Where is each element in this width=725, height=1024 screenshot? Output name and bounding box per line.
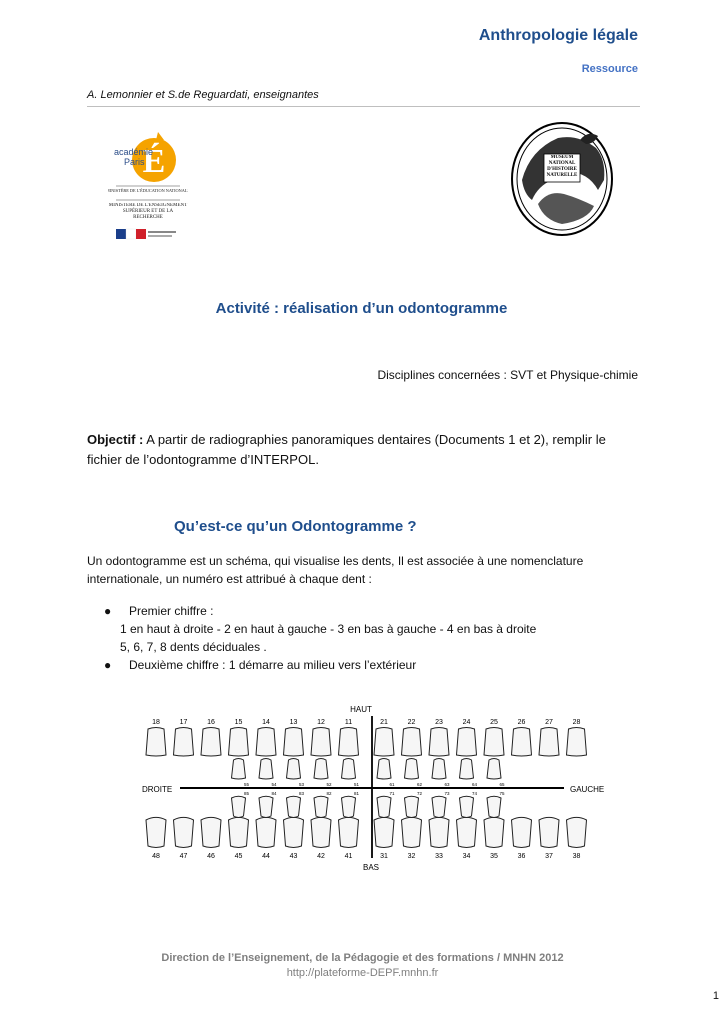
tooth-outline: [484, 728, 504, 757]
deciduous-number: 75: [499, 791, 505, 796]
tooth-outline: [287, 796, 301, 817]
tooth-number: 26: [517, 719, 526, 726]
tooth-number: 45: [234, 853, 243, 860]
tooth-number: 27: [545, 719, 553, 726]
deciduous-number: 51: [353, 782, 360, 787]
tooth-outline: [539, 728, 559, 757]
tooth-outline: [402, 817, 422, 847]
tooth-outline: [229, 817, 249, 847]
tooth-outline: [457, 728, 477, 757]
deciduous-number: 73: [444, 791, 450, 796]
tooth-outline: [174, 728, 194, 757]
deciduous-number: 65: [499, 782, 505, 787]
disciplines-line: Disciplines concernées : SVT et Physique-chimie: [377, 368, 638, 382]
tooth-number: 14: [262, 719, 270, 726]
tooth-outline: [374, 728, 394, 757]
tooth-outline: [342, 796, 356, 817]
bas-label: BAS: [362, 863, 380, 872]
bullet-icon: ●: [104, 604, 112, 618]
document-type: Ressource: [581, 63, 638, 75]
tooth-number: 17: [179, 719, 188, 726]
tooth-outline: [487, 796, 501, 817]
tooth-outline: [567, 728, 587, 757]
odontogram-svg: [124, 702, 624, 874]
bullet-icon: ●: [104, 658, 112, 672]
tooth-outline: [342, 759, 356, 780]
tooth-number: 33: [435, 853, 443, 860]
tooth-outline: [460, 796, 474, 817]
deciduous-number: 55: [243, 782, 250, 787]
deciduous-number: 71: [389, 791, 395, 796]
tooth-number: 32: [407, 853, 416, 860]
tooth-outline: [232, 759, 246, 780]
tooth-outline: [339, 817, 359, 847]
tooth-outline: [487, 759, 501, 780]
first-digit-line-1: 1 en haut à droite - 2 en haut à gauche - 3 en bas à gauche - 4 en bas à droite: [120, 622, 537, 636]
page-number: 1: [712, 990, 719, 1002]
ministere-education-text: MINISTÈRE DE L'ÉDUCATION NATIONALE: [108, 188, 188, 193]
deciduous-number: 52: [326, 782, 332, 787]
deciduous-number: 64: [471, 782, 478, 787]
haut-label: HAUT: [350, 705, 372, 714]
objective-label: Objectif :: [87, 432, 144, 447]
tooth-number: 38: [572, 853, 581, 860]
tooth-outline: [256, 817, 276, 847]
tooth-outline: [256, 728, 276, 757]
paris-text: Paris: [124, 157, 145, 167]
bullet-list: [101, 602, 641, 674]
tooth-outline: [174, 817, 194, 847]
tooth-outline: [432, 759, 446, 780]
tooth-outline: [314, 759, 328, 780]
tooth-number: 48: [152, 853, 160, 860]
deciduous-number: 62: [416, 782, 423, 787]
tooth-outline: [146, 728, 166, 757]
svg-text:É: É: [142, 143, 166, 180]
document-title: Anthropologie légale: [478, 27, 638, 44]
tooth-number: 21: [380, 719, 388, 726]
tooth-number: 41: [344, 853, 353, 860]
odontogram-diagram: [124, 702, 624, 874]
deciduous-number: 81: [353, 791, 360, 796]
deciduous-number: 63: [444, 782, 450, 787]
deciduous-number: 61: [389, 782, 395, 787]
tooth-number: 34: [462, 853, 471, 860]
tooth-outline: [377, 759, 391, 780]
deciduous-number: 83: [298, 791, 305, 796]
tooth-outline: [284, 817, 304, 847]
deciduous-number: 74: [471, 791, 478, 796]
footer-url: http://plateforme-DEPF.mnhn.fr: [286, 967, 439, 979]
gauche-label: GAUCHE: [570, 785, 605, 794]
ministere-enseignement-text: MINISTÈRE DE L'ENSEIGNEMENT SUPÉRIEUR ET DE LA RECHERCHE: [108, 203, 188, 220]
tooth-number: 43: [289, 853, 298, 860]
tooth-outline: [201, 817, 221, 847]
tooth-outline: [314, 796, 328, 817]
tooth-number: 15: [234, 719, 243, 726]
tooth-number: 16: [207, 719, 215, 726]
tooth-number: 31: [380, 853, 388, 860]
tooth-outline: [460, 759, 474, 780]
activity-title: Activité : réalisation d’un odontogramme: [215, 300, 508, 317]
section-title: Qu’est-ce qu’un Odontogramme ?: [174, 518, 417, 535]
tooth-outline: [259, 796, 273, 817]
authors: A. Lemonnier et S.de Reguardati, enseignantes: [87, 89, 319, 101]
tooth-outline: [484, 817, 504, 847]
tooth-number: 44: [262, 853, 270, 860]
tooth-outline: [429, 817, 449, 847]
deciduous-number: 54: [271, 782, 277, 787]
academie-paris-logo: [108, 130, 188, 250]
tooth-outline: [287, 759, 301, 780]
tooth-number: 37: [545, 853, 553, 860]
deciduous-number: 82: [326, 791, 332, 796]
mnhn-seal-logo: [508, 120, 616, 238]
second-digit-label: Deuxième chiffre : 1 démarre au milieu vers l’extérieur: [129, 658, 417, 672]
header-divider: [87, 106, 640, 107]
deciduous-number: 84: [271, 791, 277, 796]
tooth-outline: [512, 817, 532, 847]
tooth-number: 23: [435, 719, 443, 726]
tooth-outline: [232, 796, 246, 817]
tooth-number: 47: [179, 853, 188, 860]
tooth-number: 46: [207, 853, 215, 860]
tooth-outline: [429, 728, 449, 757]
deciduous-number: 85: [243, 791, 250, 796]
list-item: [101, 656, 641, 674]
tooth-outline: [374, 817, 394, 847]
tooth-number: 42: [317, 853, 325, 860]
tooth-outline: [512, 728, 532, 757]
tooth-number: 11: [344, 719, 353, 726]
droite-label: DROITE: [142, 785, 173, 794]
tooth-outline: [311, 817, 331, 847]
tooth-outline: [539, 817, 559, 847]
objective-text: A partir de radiographies panoramiques dentaires (Documents 1 et 2), remplir le fichier de l’odontogramme d’INTERPOL.: [87, 432, 606, 467]
tooth-outline: [201, 728, 221, 757]
tooth-number: 25: [490, 719, 498, 726]
tooth-number: 22: [407, 719, 416, 726]
tooth-outline: [567, 817, 587, 847]
objective-paragraph: [87, 430, 639, 470]
tooth-outline: [402, 728, 422, 757]
tooth-outline: [284, 728, 304, 757]
intro-paragraph: Un odontogramme est un schéma, qui visualise les dents, Il est associée à une nomenclature internationale, un numéro est attribué à chaque dent :: [87, 554, 584, 586]
tooth-outline: [259, 759, 273, 780]
tooth-number: 12: [317, 719, 325, 726]
tooth-outline: [405, 796, 419, 817]
mnhn-text: MUSEUM NATIONAL D'HISTOIRE NATURELLE: [546, 155, 578, 178]
tooth-outline: [339, 728, 359, 757]
first-digit-line-2: 5, 6, 7, 8 dents déciduales .: [120, 640, 267, 654]
tooth-number: 13: [289, 719, 298, 726]
tooth-outline: [311, 728, 331, 757]
deciduous-number: 72: [416, 791, 423, 796]
tooth-outline: [432, 796, 446, 817]
tooth-outline: [457, 817, 477, 847]
tooth-outline: [146, 817, 166, 847]
tooth-number: 24: [462, 719, 471, 726]
tooth-outline: [377, 796, 391, 817]
first-digit-label: Premier chiffre :: [129, 604, 214, 618]
list-item: [101, 602, 641, 620]
tooth-number: 18: [152, 719, 160, 726]
tooth-number: 35: [490, 853, 498, 860]
footer-direction: Direction de l’Enseignement, de la Pédagogie et des formations / MNHN 2012: [161, 952, 564, 964]
tooth-outline: [405, 759, 419, 780]
deciduous-number: 53: [298, 782, 305, 787]
tooth-number: 36: [517, 853, 526, 860]
tooth-outline: [229, 728, 249, 757]
tooth-number: 28: [572, 719, 581, 726]
academie-text: académie: [114, 147, 154, 157]
